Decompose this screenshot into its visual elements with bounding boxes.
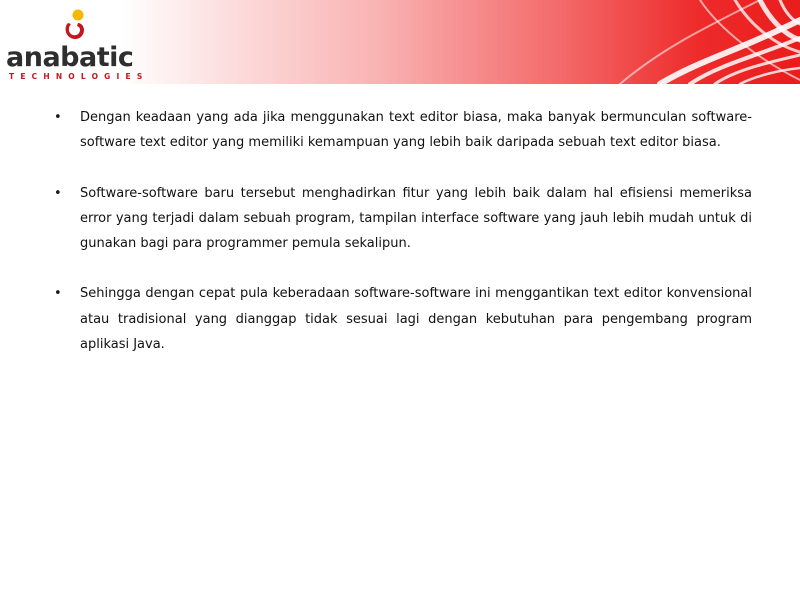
bullet-text: Dengan keadaan yang ada jika menggunakan text editor biasa, maka banyak bermunculan software-software text editor yang memiliki kemampuan yang lebih baik daripada sebuah text editor biasa. <box>80 110 752 151</box>
list-item <box>50 281 752 357</box>
bullet-icon: • <box>54 110 62 125</box>
bullet-icon: • <box>54 185 62 201</box>
company-logo <box>6 8 149 82</box>
logo-mark-icon <box>62 8 88 42</box>
bullet-list <box>50 105 752 382</box>
logo-wordmark: anabatic <box>6 42 134 73</box>
bullet-text: Sehingga dengan cepat pula keberadaan software-software ini menggantikan text editor konvensional atau tradisional yang dianggap tidak sesuai lagi dengan kebutuhan para pengembang program aplikasi Java. <box>80 286 752 353</box>
bullet-text: Software-software baru tersebut menghadirkan fitur yang lebih baik dalam hal efisiensi memeriksa error yang terjadi dalam sebuah program, tampilan interface software yang jauh lebih mudah untuk di gunakan bagi para programmer pemula sekalipun. <box>80 185 752 252</box>
bullet-icon: • <box>54 286 62 302</box>
list-item <box>50 181 752 257</box>
header-banner <box>0 0 800 84</box>
logo-tagline: TECHNOLOGIES <box>9 72 149 81</box>
list-item <box>50 105 752 156</box>
